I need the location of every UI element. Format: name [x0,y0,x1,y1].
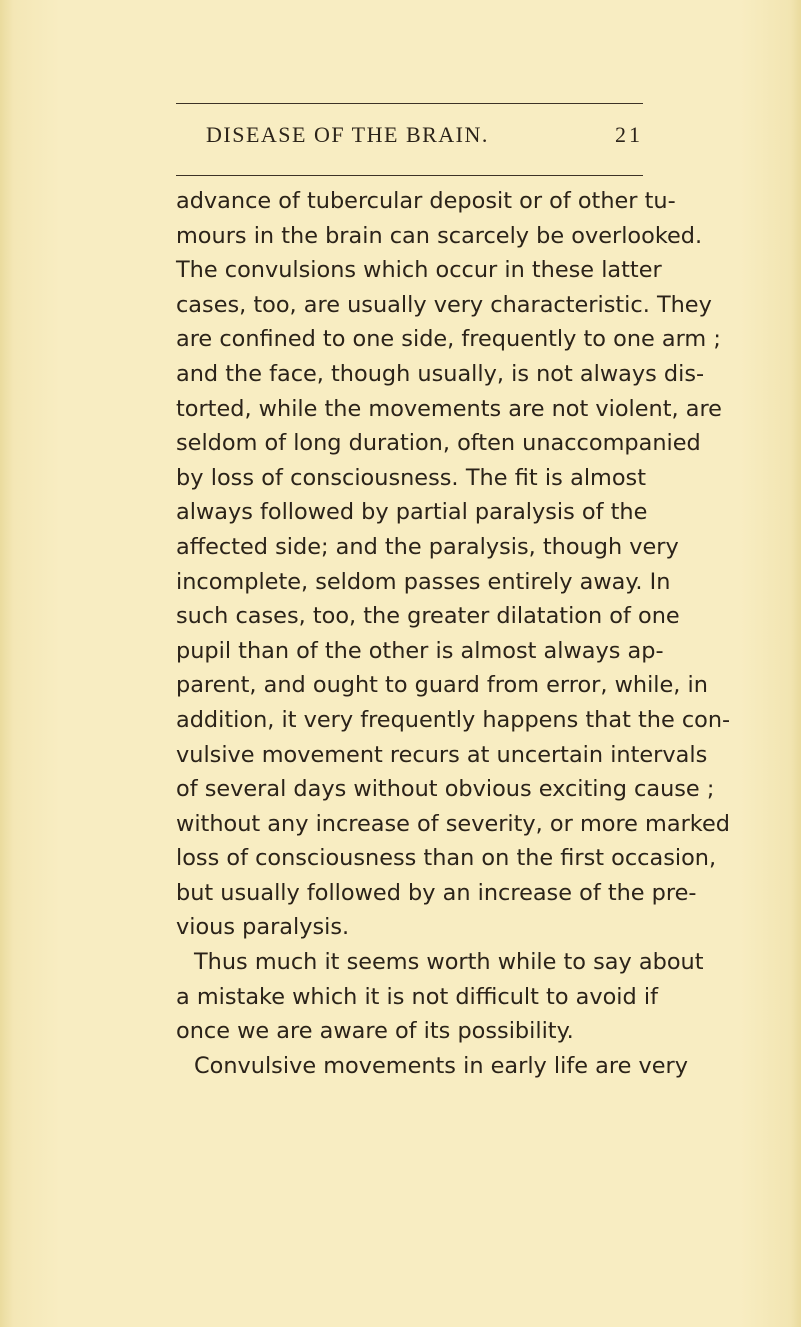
body-text [176,184,731,1083]
text-line: vulsive movement recurs at uncertain intervals [176,741,708,768]
text-line: affected side; and the paralysis, though very [176,533,679,560]
running-head [176,122,643,156]
header-rule-top [176,103,643,104]
text-line: cases, too, are usually very characteristic. They [176,291,712,318]
text-line: and the face, though usually, is not always dis- [176,360,705,387]
text-line: The convulsions which occur in these latter [176,257,662,284]
text-line: Convulsive movements in early life are very [194,1052,688,1079]
text-line: without any increase of severity, or more marked [176,810,730,837]
text-line: torted, while the movements are not violent, are [176,395,722,422]
text-line: once we are aware of its possibility. [176,1018,574,1045]
text-line: mours in the brain can scarcely be overlooked. [176,222,703,249]
text-line: advance of tubercular deposit or of other tu- [176,188,676,214]
text-line: incomplete, seldom passes entirely away. In [176,568,671,595]
text-line: loss of consciousness than on the first occasion, [176,845,717,872]
header-rule-bottom [176,175,643,176]
text-line: parent, and ought to guard from error, while, in [176,672,708,699]
text-line: such cases, too, the greater dilatation of one [176,603,680,630]
text-line: pupil than of the other is almost always ap- [176,637,664,664]
text-line: by loss of consciousness. The fit is almost [176,464,646,491]
page-number: 21 [615,122,643,147]
text-line: Thus much it seems worth while to say about [194,949,704,976]
text-line: addition, it very frequently happens that the con- [176,706,731,733]
text-line: of several days without obvious exciting cause ; [176,776,715,803]
text-line: a mistake which it is not difficult to avoid if [176,983,658,1010]
text-line: but usually followed by an increase of the pre- [176,879,697,906]
text-line: seldom of long duration, often unaccompanied [176,430,701,457]
text-line: always followed by partial paralysis of the [176,499,648,526]
text-line: are confined to one side, frequently to one arm ; [176,326,721,353]
running-head-title: DISEASE OF THE BRAIN. [206,122,489,147]
text-line: vious paralysis. [176,914,350,941]
